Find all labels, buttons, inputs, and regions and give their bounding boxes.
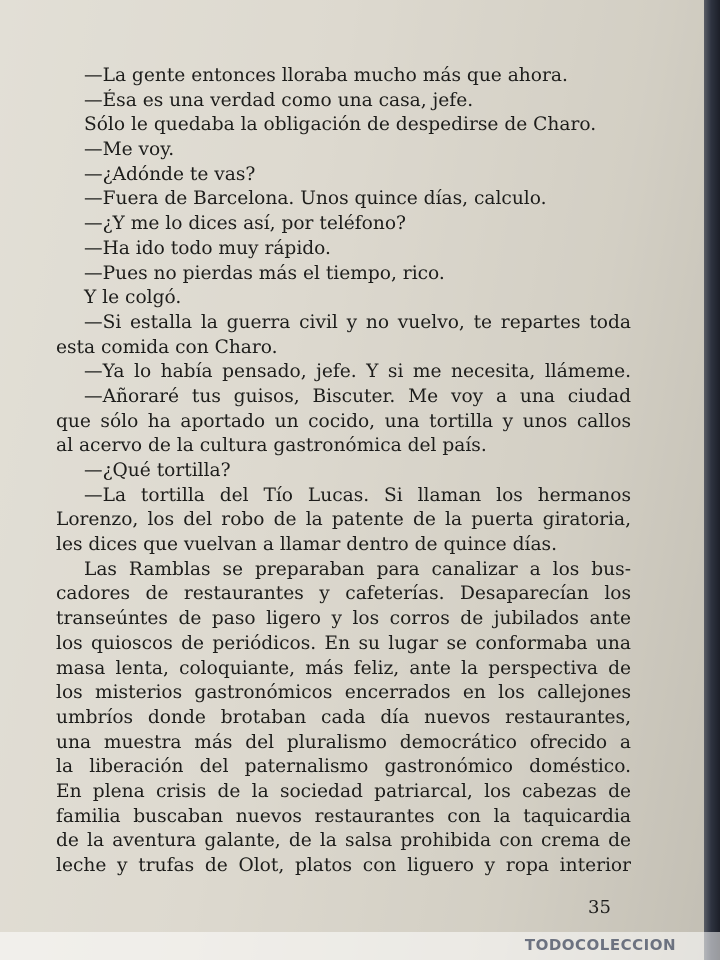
- text-line: —Me voy.: [84, 139, 175, 161]
- page-number: 35: [588, 897, 611, 918]
- text-line: —Añoraré tus guisos, Biscuter. Me voy a una ciudad: [84, 385, 631, 407]
- text-line: —Fuera de Barcelona. Unos quince días, calculo.: [84, 188, 547, 210]
- text-line: la liberación del paternalismo gastronómico doméstico.: [56, 756, 631, 778]
- text-line: una muestra más del pluralismo democrático ofrecido a: [56, 731, 631, 753]
- text-line: de la aventura galante, de la salsa prohibida con crema de: [56, 830, 631, 852]
- text-line: —¿Y me lo dices así, por teléfono?: [84, 213, 406, 235]
- text-line: —Ya lo había pensado, jefe. Y si me necesita, llámeme.: [84, 361, 631, 383]
- text-line: —La tortilla del Tío Lucas. Si llaman los hermanos: [84, 484, 631, 506]
- text-line: —¿Qué tortilla?: [84, 460, 231, 481]
- text-line: —Ha ido todo muy rápido.: [84, 237, 331, 259]
- text-line: —Si estalla la guerra civil y no vuelvo, te repartes toda: [84, 311, 631, 333]
- text-body: [56, 64, 631, 879]
- text-line: Lorenzo, los del robo de la patente de la puerta giratoria,: [56, 509, 631, 531]
- text-line: En plena crisis de la sociedad patriarcal, los cabezas de: [56, 780, 631, 802]
- text-line: Las Ramblas se preparaban para canalizar a los bus-: [84, 558, 631, 580]
- text-line: les dices que vuelvan a llamar dentro de quince días.: [56, 534, 557, 556]
- text-line: familia buscaban nuevos restaurantes con la taquicardia: [56, 805, 631, 827]
- text-line: los misterios gastronómicos encerrados en los callejones: [56, 682, 631, 704]
- text-line: masa lenta, coloquiante, más feliz, ante la perspectiva de: [56, 657, 631, 679]
- text-line: los quioscos de periódicos. En su lugar se conformaba una: [56, 632, 631, 654]
- text-line: que sólo ha aportado un cocido, una tortilla y unos callos: [56, 410, 631, 432]
- text-line: —Pues no pierdas más el tiempo, rico.: [84, 262, 445, 284]
- watermark-band: [0, 932, 720, 960]
- text-line: —¿Adónde te vas?: [84, 163, 256, 185]
- text-line: cadores de restaurantes y cafeterías. Desaparecían los: [56, 583, 631, 605]
- text-line: leche y trufas de Olot, platos con liguero y ropa interior: [56, 855, 631, 876]
- watermark-text: TODOCOLECCION: [524, 936, 676, 954]
- text-line: Sólo le quedaba la obligación de despedirse de Charo.: [84, 114, 597, 136]
- text-line: esta comida con Charo.: [56, 336, 278, 358]
- text-line: umbríos donde brotaban cada día nuevos restaurantes,: [56, 706, 631, 728]
- text-line: —Ésa es una verdad como una casa, jefe.: [84, 89, 474, 111]
- text-line: al acervo de la cultura gastronómica del país.: [56, 435, 487, 457]
- book-spine-edge: [704, 0, 720, 960]
- text-line: —La gente entonces lloraba mucho más que ahora.: [84, 65, 568, 86]
- text-line: Y le colgó.: [84, 287, 182, 309]
- text-line: transeúntes de paso ligero y los corros de jubilados ante: [56, 608, 631, 630]
